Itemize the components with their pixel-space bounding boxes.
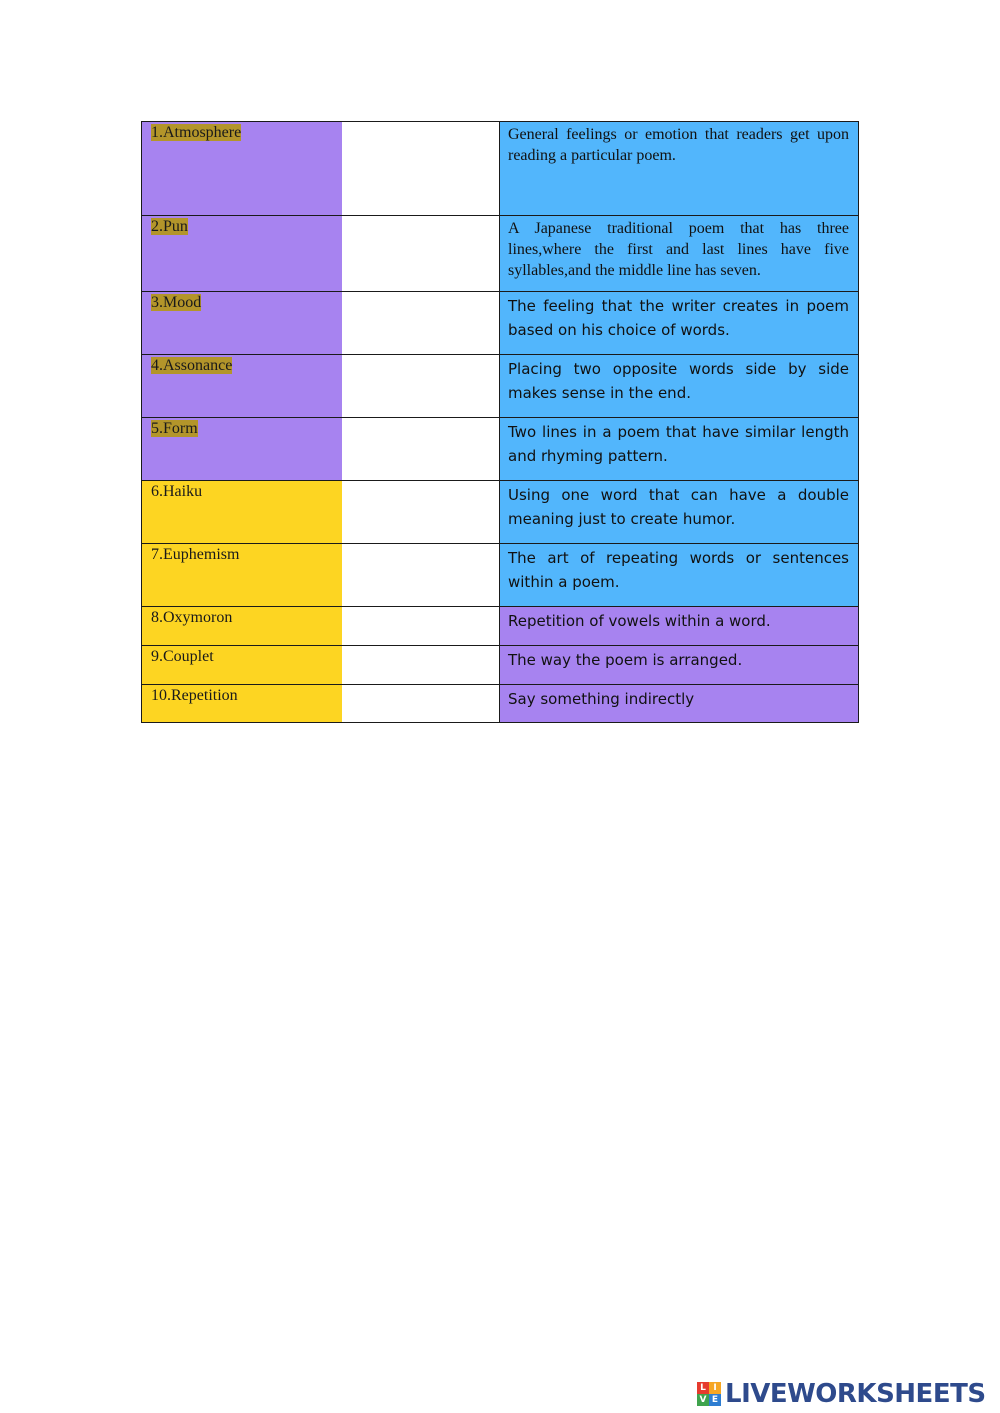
liveworksheets-logo-icon [697, 1382, 721, 1406]
definition-cell: Using one word that can have a double meaning just to create humor. [500, 481, 859, 544]
logo-icon-letter: E [709, 1394, 721, 1406]
term-label: 7.Euphemism [151, 546, 240, 563]
definition-cell: Two lines in a poem that have similar length and rhyming pattern. [500, 418, 859, 481]
term-cell [142, 481, 342, 544]
liveworksheets-logo[interactable] [697, 1380, 986, 1408]
answer-drop-cell[interactable] [342, 122, 500, 216]
answer-drop-cell[interactable] [342, 685, 500, 723]
table-row [142, 292, 859, 355]
term-label: 4.Assonance [151, 357, 233, 374]
table-row [142, 544, 859, 607]
answer-drop-cell[interactable] [342, 418, 500, 481]
term-label: 3.Mood [151, 294, 202, 311]
term-label: 2.Pun [151, 218, 188, 235]
term-label: 6.Haiku [151, 483, 203, 500]
table-row [142, 418, 859, 481]
term-cell [142, 216, 342, 292]
answer-drop-cell[interactable] [342, 646, 500, 685]
answer-drop-cell[interactable] [342, 544, 500, 607]
definition-cell: General feelings or emotion that readers get upon reading a particular poem. [500, 122, 859, 216]
table-row [142, 685, 859, 723]
term-cell [142, 355, 342, 418]
definition-cell: A Japanese traditional poem that has three lines,where the first and last lines have five syllables,and the middle line has seven. [500, 216, 859, 292]
term-cell [142, 418, 342, 481]
logo-icon-letter: L [697, 1382, 709, 1394]
definition-cell: Placing two opposite words side by side makes sense in the end. [500, 355, 859, 418]
term-cell [142, 292, 342, 355]
term-cell [142, 685, 342, 723]
answer-drop-cell[interactable] [342, 216, 500, 292]
logo-icon-letter: V [697, 1394, 709, 1406]
term-label: 10.Repetition [151, 687, 238, 704]
table-row [142, 122, 859, 216]
answer-drop-cell[interactable] [342, 292, 500, 355]
term-label: 5.Form [151, 420, 198, 437]
table-row [142, 646, 859, 685]
term-cell [142, 122, 342, 216]
definition-cell: The art of repeating words or sentences within a poem. [500, 544, 859, 607]
definition-cell: The feeling that the writer creates in poem based on his choice of words. [500, 292, 859, 355]
definition-cell: Repetition of vowels within a word. [500, 607, 859, 646]
term-cell [142, 646, 342, 685]
answer-drop-cell[interactable] [342, 355, 500, 418]
matching-table [141, 121, 859, 723]
definition-cell: The way the poem is arranged. [500, 646, 859, 685]
table-row [142, 481, 859, 544]
term-cell [142, 607, 342, 646]
logo-icon-letter: I [709, 1382, 721, 1394]
logo-text: LIVEWORKSHEETS [725, 1379, 986, 1409]
term-label: 8.Oxymoron [151, 609, 233, 626]
answer-drop-cell[interactable] [342, 481, 500, 544]
table-row [142, 355, 859, 418]
term-cell [142, 544, 342, 607]
answer-drop-cell[interactable] [342, 607, 500, 646]
term-label: 1.Atmosphere [151, 124, 242, 141]
table-row [142, 607, 859, 646]
term-label: 9.Couplet [151, 648, 214, 665]
table-row [142, 216, 859, 292]
definition-cell: Say something indirectly [500, 685, 859, 723]
